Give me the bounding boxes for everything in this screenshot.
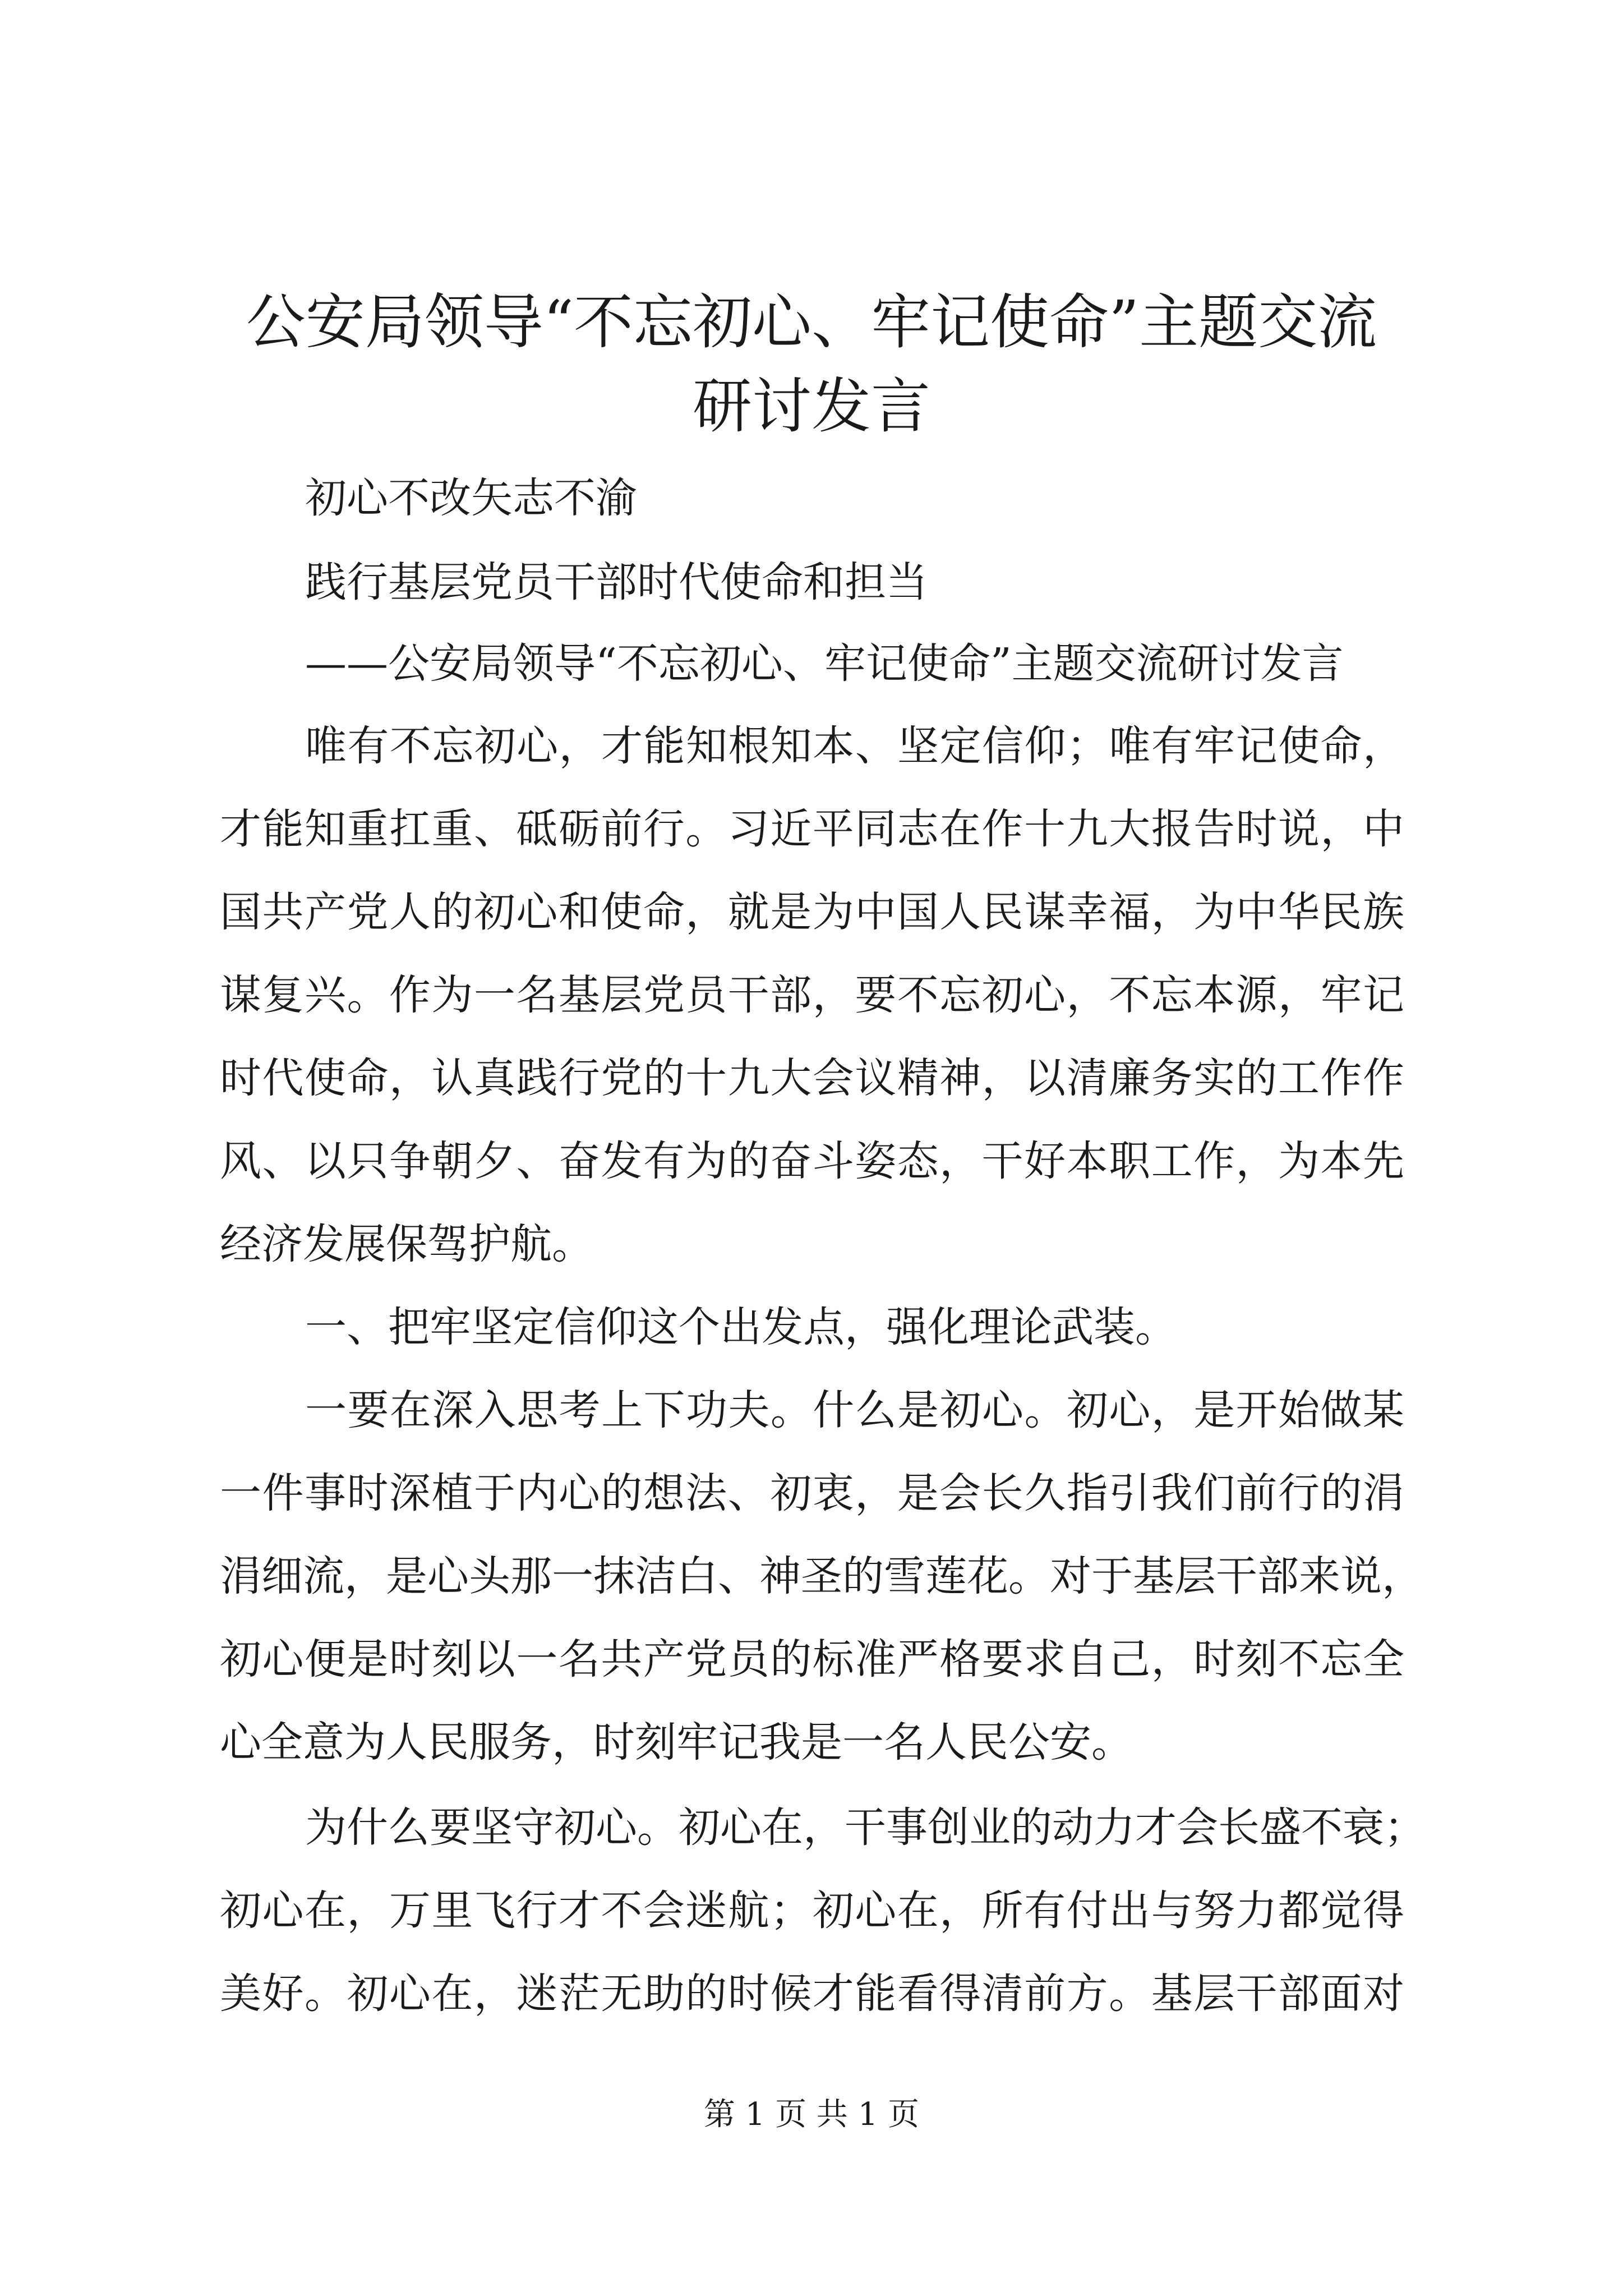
para2-line: 心全意为人民服务，时刻牢记我是一名人民公安。 xyxy=(220,1718,1133,1766)
para1-line: 国共产党人的初心和使命，就是为中国人民谋幸福，为中华民族 xyxy=(220,888,1404,936)
para3-line: 美好。初心在，迷茫无助的时候才能看得清前方。基层干部面对 xyxy=(220,1970,1404,2018)
para1-line: 才能知重扛重、砥砺前行。习近平同志在作十九大报告时说，中 xyxy=(220,805,1404,853)
para1-line: 谋复兴。作为一名基层党员干部，要不忘初心，不忘本源，牢记 xyxy=(220,971,1404,1019)
document-title-line-1: 公安局领导“不忘初心、牢记使命”主题交流 xyxy=(246,288,1377,357)
heading-1: 初心不改矢志不渝 xyxy=(305,474,637,522)
para2-line: 一件事时深植于内心的想法、初衷，是会长久指引我们前行的涓 xyxy=(220,1469,1404,1517)
section-heading-1: 一、把牢坚定信仰这个出发点，强化理论武装。 xyxy=(305,1303,1177,1351)
para2-line: 涓细流，是心头那一抹洁白、神圣的雪莲花。对于基层干部来说， xyxy=(220,1552,1423,1600)
para1-line: 时代使命，认真践行党的十九大会议精神，以清廉务实的工作作 xyxy=(220,1054,1404,1102)
heading-3: ——公安局领导“不忘初心、牢记使命”主题交流研讨发言 xyxy=(305,639,1344,688)
para1-line: 唯有不忘初心，才能知根知本、坚定信仰；唯有牢记使命， xyxy=(305,722,1404,770)
para1-line: 经济发展保驾护航。 xyxy=(220,1220,593,1268)
para2-line: 初心便是时刻以一名共产党员的标准严格要求自己，时刻不忘全 xyxy=(220,1635,1404,1683)
para3-line: 初心在，万里飞行才不会迷航；初心在，所有付出与努力都觉得 xyxy=(220,1887,1404,1935)
heading-2: 践行基层党员干部时代使命和担当 xyxy=(305,558,928,606)
para2-line: 一要在深入思考上下功夫。什么是初心。初心，是开始做某 xyxy=(305,1386,1404,1434)
para1-line: 风、以只争朝夕、奋发有为的奋斗姿态，干好本职工作，为本先 xyxy=(220,1137,1404,1185)
document-title-line-2: 研讨发言 xyxy=(693,372,930,441)
page-footer: 第 1 页 共 1 页 xyxy=(703,2096,920,2133)
para3-line: 为什么要坚守初心。初心在，干事创业的动力才会长盛不衰； xyxy=(305,1803,1426,1852)
